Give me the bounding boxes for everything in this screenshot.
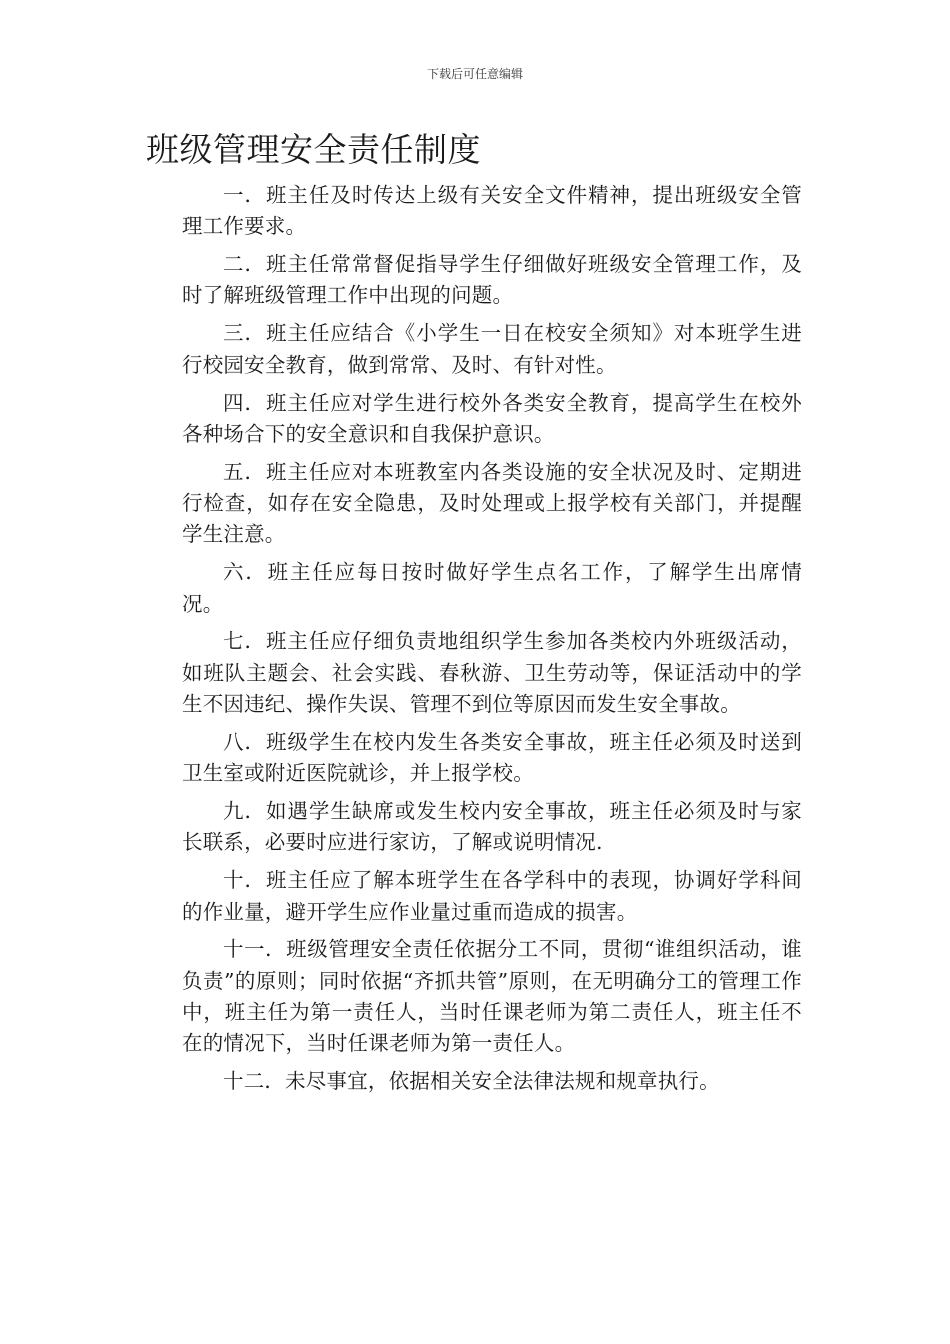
document-title: 班级管理安全责任制度 [146,130,481,169]
clause-6: 六．班主任应每日按时做好学生点名工作，了解学生出席情况。 [182,560,802,616]
clause-8: 八．班级学生在校内发生各类安全事故，班主任必须及时送到卫生室或附近医院就诊，并上报学校。 [182,729,802,786]
page-header-note: 下载后可任意编辑 [426,67,523,81]
clause-3: 三．班主任应结合《小学生一日在校安全须知》对本班学生进行校园安全教育，做到常常、及时、有针对性。 [182,321,802,377]
clause-12: 十二．未尽事宜，依据相关安全法律法规和规章执行。 [223,1069,720,1094]
clause-9: 九．如遇学生缺席或发生校内安全事故，班主任必须及时与家长联系，必要时应进行家访，了解或说明情况. [182,799,802,855]
clause-4: 四．班主任应对学生进行校外各类安全教育，提高学生在校外各种场合下的安全意识和自我保护意识。 [182,390,802,446]
clause-5: 五．班主任应对本班教室内各类设施的安全状况及时、定期进行检查，如存在安全隐患，及时处理或上报学校有关部门，并提醒学生注意。 [182,459,802,547]
clause-2: 二．班主任常常督促指导学生仔细做好班级安全管理工作，及时了解班级管理工作中出现的问题。 [182,252,802,308]
clause-11: 十一．班级管理安全责任依据分工不同，贯彻“谁组织活动，谁负责”的原则；同时依据“齐抓共管”原则，在无明确分工的管理工作中，班主任为第一责任人，当时任课老师为第二责任人，班主任不在的情况下，当时任课老师为第一责任人。 [182,937,802,1056]
clause-10: 十．班主任应了解本班学生在各学科中的表现，协调好学科间的作业量，避开学生应作业量过重而造成的损害。 [182,868,802,924]
clause-1: 一．班主任及时传达上级有关安全文件精神，提出班级安全管理工作要求。 [182,183,802,239]
clause-7: 七．班主任应仔细负责地组织学生参加各类校内外班级活动，如班队主题会、社会实践、春秋游、卫生劳动等，保证活动中的学生不因违纪、操作失误、管理不到位等原因而发生安全事故。 [182,629,802,717]
document-body [182,180,802,1104]
